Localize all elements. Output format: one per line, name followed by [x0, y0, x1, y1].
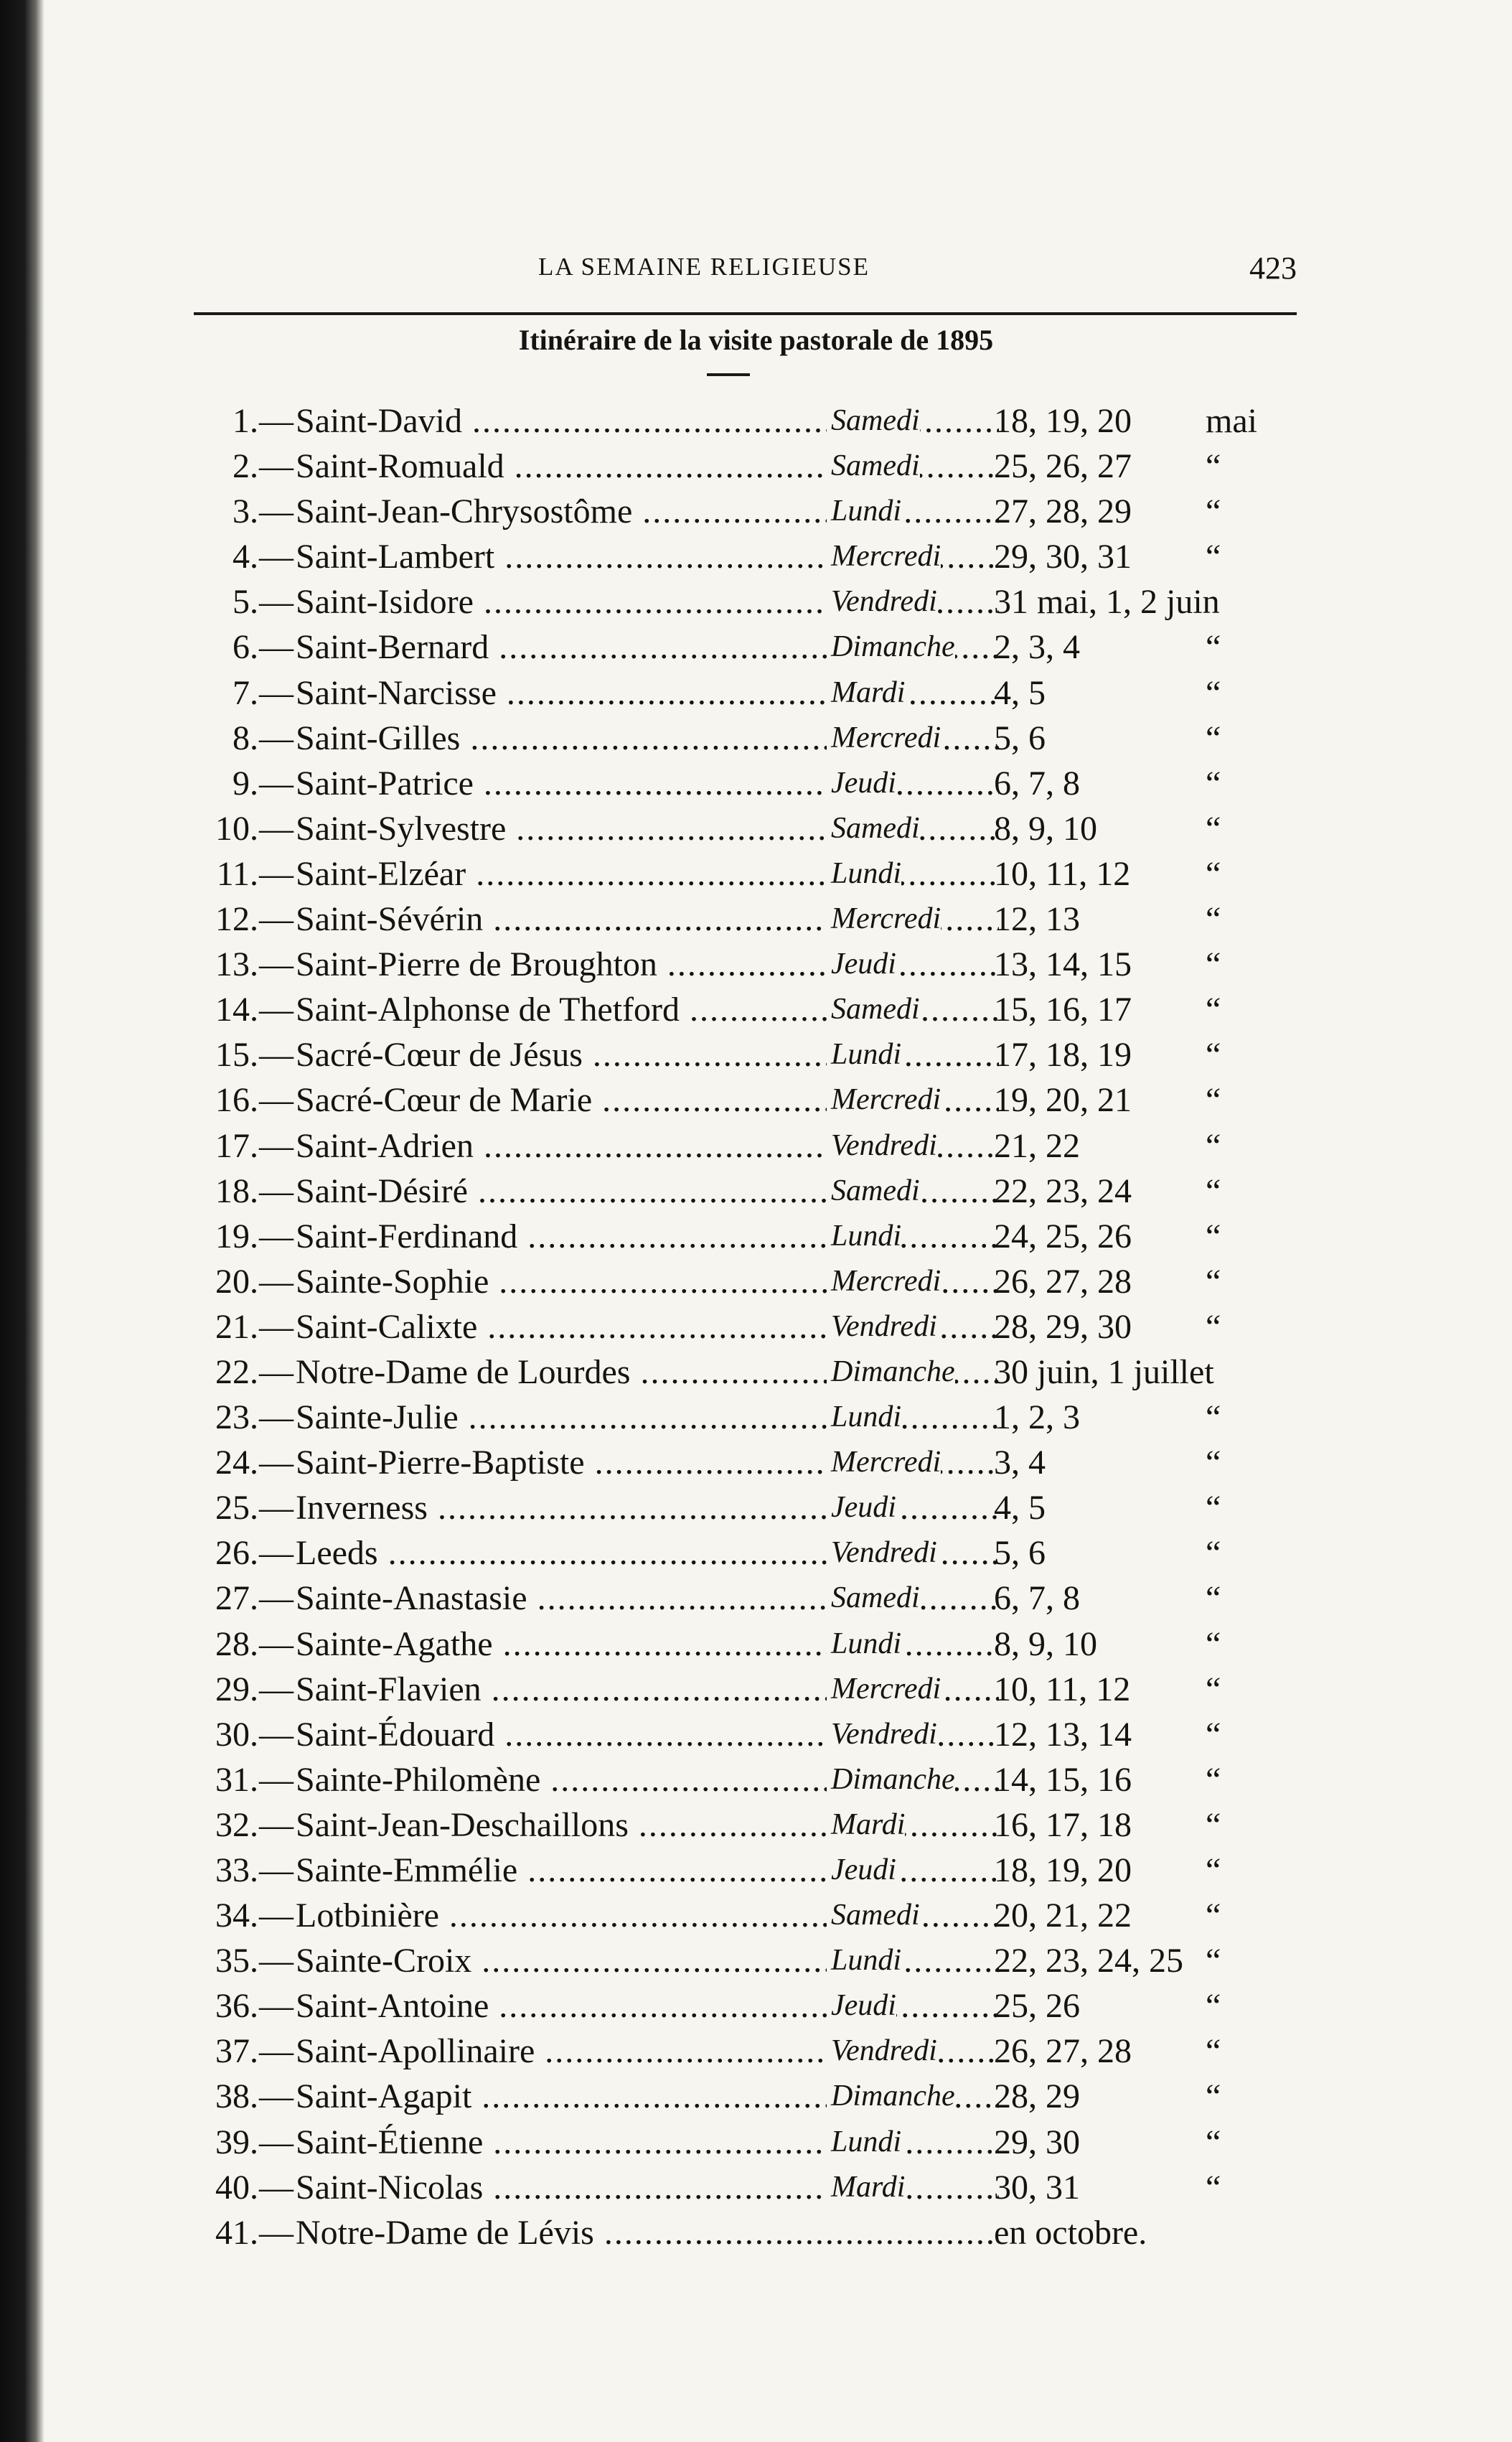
visit-dates: en octobre. [994, 2213, 1147, 2252]
parish-name: Leeds ..... [296, 1530, 999, 1576]
row-number: 38. [215, 2077, 258, 2116]
weekday: Mercredi [827, 897, 941, 942]
weekday: Jeudi [827, 1983, 896, 2029]
weekday: Mercredi [827, 534, 941, 579]
visit-dates: 18, 19, 20 [994, 1851, 1132, 1889]
itinerary-row [172, 398, 1292, 444]
weekday: Vendredi [827, 1712, 937, 1757]
row-dash: — [259, 1534, 294, 1573]
weekday: Lundi [827, 851, 901, 897]
month-ditto: “ [1206, 1444, 1221, 1482]
month-ditto: “ [1206, 1307, 1221, 1346]
row-number: 39. [215, 2123, 258, 2161]
weekday: Samedi [827, 1576, 920, 1621]
month-ditto: “ [1206, 1126, 1221, 1165]
itinerary-row [172, 851, 1292, 897]
itinerary-row [172, 1349, 1292, 1395]
month-ditto: “ [1206, 1534, 1221, 1573]
parish-name: Saint-Désiré ..... [296, 1169, 999, 1214]
row-number: 33. [215, 1851, 258, 1889]
itinerary-list [172, 398, 1292, 2255]
parish-name: Saint-Ferdinand ..... [296, 1214, 999, 1259]
itinerary-row [172, 1123, 1292, 1169]
parish-name: Saint-Jean-Chrysostôme ..... [296, 489, 999, 534]
itinerary-row [172, 942, 1292, 987]
parish-name: Saint-Apollinaire ..... [296, 2029, 999, 2074]
weekday: Samedi [827, 444, 920, 489]
weekday: Mardi [827, 1802, 905, 1848]
month-ditto: “ [1206, 809, 1221, 848]
parish-name: Sainte-Emmélie ..... [296, 1848, 999, 1893]
itinerary-row [172, 534, 1292, 579]
row-number: 1. [233, 402, 258, 440]
visit-dates: 29, 30 [994, 2123, 1080, 2161]
month-ditto: “ [1206, 1942, 1221, 1980]
visit-dates: 19, 20, 21 [994, 1081, 1132, 1120]
row-dash: — [259, 1262, 294, 1301]
row-number: 7. [233, 673, 258, 712]
row-number: 24. [215, 1444, 258, 1482]
itinerary-row [172, 489, 1292, 534]
row-dash: — [259, 1352, 294, 1391]
row-dash: — [259, 1942, 294, 1980]
parish-name: Notre-Dame de Lévis ..... [296, 2210, 999, 2255]
parish-name: Saint-Flavien ..... [296, 1667, 999, 1712]
itinerary-row [172, 1304, 1292, 1349]
itinerary-row [172, 444, 1292, 489]
visit-dates: 5, 6 [994, 1534, 1046, 1573]
parish-name: Saint-Jean-Deschaillons ..... [296, 1802, 999, 1848]
row-number: 23. [215, 1398, 258, 1437]
row-dash: — [259, 2168, 294, 2207]
title-dash [707, 373, 750, 376]
row-number: 3. [233, 492, 258, 531]
row-dash: — [259, 1715, 294, 1754]
row-dash: — [259, 1805, 294, 1844]
parish-name: Saint-Édouard ..... [296, 1712, 999, 1757]
month-ditto: “ [1206, 1398, 1221, 1437]
month-ditto: “ [1206, 1760, 1221, 1799]
row-number: 14. [215, 991, 258, 1029]
parish-name: Saint-Étienne ..... [296, 2120, 999, 2165]
parish-name: Lotbinière ..... [296, 1893, 999, 1938]
itinerary-row [172, 1259, 1292, 1304]
row-number: 30. [215, 1715, 258, 1754]
row-dash: — [259, 2077, 294, 2116]
visit-dates: 26, 27, 28 [994, 1262, 1132, 1301]
visit-dates: 16, 17, 18 [994, 1805, 1132, 1844]
row-number: 18. [215, 1171, 258, 1210]
weekday: Dimanche [827, 1757, 955, 1802]
parish-name: Sainte-Agathe ..... [296, 1622, 999, 1667]
parish-name: Saint-Sylvestre ..... [296, 806, 999, 851]
row-dash: — [259, 1444, 294, 1482]
itinerary-row [172, 1169, 1292, 1214]
month-ditto: “ [1206, 1262, 1221, 1301]
weekday: Samedi [827, 1893, 920, 1938]
row-number: 10. [215, 809, 258, 848]
weekday: Vendredi [827, 1123, 937, 1169]
weekday: Jeudi [827, 1848, 896, 1893]
visit-dates: 3, 4 [994, 1444, 1046, 1482]
visit-dates: 20, 21, 22 [994, 1896, 1132, 1935]
visit-dates: 6, 7, 8 [994, 764, 1080, 803]
row-dash: — [259, 854, 294, 893]
month-ditto: “ [1206, 1579, 1221, 1618]
visit-dates: 29, 30, 31 [994, 538, 1132, 576]
page-header [194, 244, 1297, 301]
itinerary-row [172, 2120, 1292, 2165]
itinerary-row [172, 1938, 1292, 1983]
row-number: 31. [215, 1760, 258, 1799]
row-number: 20. [215, 1262, 258, 1301]
itinerary-row [172, 1983, 1292, 2029]
weekday: Mercredi [827, 716, 941, 761]
parish-name: Sainte-Sophie ..... [296, 1259, 999, 1304]
month-ditto: “ [1206, 1670, 1221, 1708]
itinerary-row [172, 624, 1292, 670]
itinerary-row [172, 1214, 1292, 1259]
weekday: Jeudi [827, 942, 896, 987]
row-number: 21. [215, 1307, 258, 1346]
visit-dates: 6, 7, 8 [994, 1579, 1080, 1618]
itinerary-row [172, 1440, 1292, 1485]
row-number: 6. [233, 628, 258, 667]
visit-dates: 28, 29 [994, 2077, 1080, 2116]
itinerary-row [172, 897, 1292, 942]
row-dash: — [259, 1398, 294, 1437]
visit-dates: 25, 26 [994, 1987, 1080, 2026]
weekday: Dimanche [827, 1349, 955, 1395]
itinerary-row [172, 1485, 1292, 1530]
visit-dates: 31 mai, 1, 2 juin [994, 583, 1220, 622]
weekday: Lundi [827, 1938, 901, 1983]
itinerary-row [172, 1622, 1292, 1667]
month-ditto: “ [1206, 1851, 1221, 1889]
itinerary-row [172, 1848, 1292, 1893]
weekday: Lundi [827, 489, 901, 534]
parish-name: Sainte-Anastasie ..... [296, 1576, 999, 1621]
month-ditto: “ [1206, 1805, 1221, 1844]
visit-dates: 18, 19, 20 [994, 402, 1132, 440]
visit-dates: 24, 25, 26 [994, 1217, 1132, 1255]
weekday: Samedi [827, 987, 920, 1032]
itinerary-row [172, 579, 1292, 624]
row-number: 9. [233, 764, 258, 803]
itinerary-row [172, 987, 1292, 1032]
visit-dates: 25, 26, 27 [994, 447, 1132, 486]
row-dash: — [259, 945, 294, 984]
row-number: 32. [215, 1805, 258, 1844]
row-dash: — [259, 1760, 294, 1799]
weekday: Jeudi [827, 1485, 896, 1530]
parish-name: Saint-Adrien ..... [296, 1123, 999, 1169]
row-number: 8. [233, 719, 258, 757]
section-title: Itinéraire de la visite pastorale de 1895 [518, 324, 994, 356]
parish-name: Saint-Romuald ..... [296, 444, 999, 489]
itinerary-row [172, 806, 1292, 851]
row-number: 11. [216, 854, 258, 893]
parish-name: Sainte-Croix ..... [296, 1938, 999, 1983]
itinerary-row [172, 716, 1292, 761]
itinerary-row [172, 1077, 1292, 1123]
visit-dates: 4, 5 [994, 673, 1046, 712]
itinerary-row [172, 2210, 1292, 2255]
itinerary-row [172, 761, 1292, 806]
visit-dates: 8, 9, 10 [994, 809, 1097, 848]
row-dash: — [259, 809, 294, 848]
row-dash: — [259, 1171, 294, 1210]
itinerary-row [172, 670, 1292, 716]
parish-name: Saint-Isidore ..... [296, 579, 999, 624]
visit-dates: 30 juin, 1 juillet [994, 1352, 1214, 1391]
visit-dates: 5, 6 [994, 719, 1046, 757]
visit-dates: 27, 28, 29 [994, 492, 1132, 531]
visit-dates: 4, 5 [994, 1489, 1046, 1528]
month-ditto: “ [1206, 1896, 1221, 1935]
book-binding-edge [0, 0, 44, 2442]
parish-name: Saint-Nicolas ..... [296, 2165, 999, 2210]
row-dash: — [259, 1896, 294, 1935]
row-dash: — [259, 1579, 294, 1618]
weekday: Samedi [827, 398, 920, 444]
month-ditto: “ [1206, 628, 1221, 667]
weekday: Mercredi [827, 1077, 941, 1123]
row-dash: — [259, 447, 294, 486]
row-dash: — [259, 628, 294, 667]
visit-dates: 8, 9, 10 [994, 1624, 1097, 1663]
row-dash: — [259, 2213, 294, 2252]
visit-dates: 26, 27, 28 [994, 2032, 1132, 2071]
month-ditto: “ [1206, 945, 1221, 984]
header-rule [194, 312, 1297, 315]
month-ditto: “ [1206, 2123, 1221, 2161]
row-dash: — [259, 900, 294, 939]
month-ditto: “ [1206, 719, 1221, 757]
parish-name: Saint-Patrice ..... [296, 761, 999, 806]
weekday: Samedi [827, 806, 920, 851]
parish-name: Sainte-Philomène ..... [296, 1757, 999, 1802]
row-number: 25. [215, 1489, 258, 1528]
weekday: Vendredi [827, 579, 937, 624]
parish-name: Saint-Calixte ..... [296, 1304, 999, 1349]
weekday: Mercredi [827, 1440, 941, 1485]
parish-name: Sacré-Cœur de Jésus ..... [296, 1032, 999, 1077]
row-dash: — [259, 764, 294, 803]
visit-dates: 17, 18, 19 [994, 1036, 1132, 1075]
month-ditto: “ [1206, 492, 1221, 531]
parish-name: Saint-Pierre-Baptiste ..... [296, 1440, 999, 1485]
row-number: 15. [215, 1036, 258, 1075]
itinerary-row [172, 1395, 1292, 1440]
month-ditto: “ [1206, 764, 1221, 803]
month-ditto: “ [1206, 447, 1221, 486]
month-ditto: “ [1206, 1171, 1221, 1210]
parish-name: Saint-Alphonse de Thetford ..... [296, 987, 999, 1032]
row-number: 16. [215, 1081, 258, 1120]
month-ditto: “ [1206, 673, 1221, 712]
month-ditto: “ [1206, 900, 1221, 939]
row-dash: — [259, 583, 294, 622]
row-dash: — [259, 673, 294, 712]
weekday: Jeudi [827, 761, 896, 806]
itinerary-row [172, 2074, 1292, 2119]
month-ditto: “ [1206, 1987, 1221, 2026]
row-number: 26. [215, 1534, 258, 1573]
month-ditto: “ [1206, 1624, 1221, 1663]
parish-name: Saint-Lambert ..... [296, 534, 999, 579]
row-number: 36. [215, 1987, 258, 2026]
parish-name: Saint-Narcisse ..... [296, 670, 999, 716]
row-dash: — [259, 719, 294, 757]
weekday: Vendredi [827, 2029, 937, 2074]
row-number: 34. [215, 1896, 258, 1935]
month-ditto: “ [1206, 991, 1221, 1029]
weekday: Mardi [827, 2165, 905, 2210]
weekday: Samedi [827, 1169, 920, 1214]
visit-dates: 10, 11, 12 [994, 1670, 1131, 1708]
row-number: 27. [215, 1579, 258, 1618]
row-number: 28. [215, 1624, 258, 1663]
row-dash: — [259, 1036, 294, 1075]
itinerary-row [172, 1757, 1292, 1802]
parish-name: Saint-Gilles ..... [296, 716, 999, 761]
row-dash: — [259, 1081, 294, 1120]
row-dash: — [259, 991, 294, 1029]
row-number: 41. [215, 2213, 258, 2252]
parish-name: Sainte-Julie ..... [296, 1395, 999, 1440]
visit-dates: 10, 11, 12 [994, 854, 1131, 893]
itinerary-row [172, 2165, 1292, 2210]
running-title: LA SEMAINE RELIGIEUSE [538, 253, 870, 281]
itinerary-row [172, 1530, 1292, 1576]
weekday: Mardi [827, 670, 905, 716]
weekday: Vendredi [827, 1304, 937, 1349]
row-dash: — [259, 1126, 294, 1165]
row-dash: — [259, 1670, 294, 1708]
visit-dates: 12, 13, 14 [994, 1715, 1132, 1754]
parish-name: Saint-Antoine ..... [296, 1983, 999, 2029]
row-dash: — [259, 492, 294, 531]
row-number: 12. [215, 900, 258, 939]
weekday: Lundi [827, 1622, 901, 1667]
visit-dates: 21, 22 [994, 1126, 1080, 1165]
parish-name: Saint-Bernard ..... [296, 624, 999, 670]
month-ditto: “ [1206, 1489, 1221, 1528]
row-number: 37. [215, 2032, 258, 2071]
weekday: Mercredi [827, 1667, 941, 1712]
visit-dates: 2, 3, 4 [994, 628, 1080, 667]
row-number: 5. [233, 583, 258, 622]
visit-dates: 1, 2, 3 [994, 1398, 1080, 1437]
row-number: 13. [215, 945, 258, 984]
weekday: Dimanche [827, 624, 955, 670]
month-ditto: mai [1206, 402, 1257, 440]
itinerary-row [172, 1576, 1292, 1621]
row-dash: — [259, 538, 294, 576]
month-ditto: “ [1206, 2032, 1221, 2071]
visit-dates: 22, 23, 24, 25 [994, 1942, 1183, 1980]
itinerary-row [172, 1667, 1292, 1712]
parish-name: Saint-Elzéar ..... [296, 851, 999, 897]
row-dash: — [259, 1217, 294, 1255]
row-number: 17. [215, 1126, 258, 1165]
row-number: 22. [215, 1352, 258, 1391]
row-dash: — [259, 1851, 294, 1889]
visit-dates: 15, 16, 17 [994, 991, 1132, 1029]
itinerary-row [172, 1802, 1292, 1848]
month-ditto: “ [1206, 2168, 1221, 2207]
row-number: 2. [233, 447, 258, 486]
month-ditto: “ [1206, 854, 1221, 893]
row-dash: — [259, 1307, 294, 1346]
month-ditto: “ [1206, 538, 1221, 576]
visit-dates: 30, 31 [994, 2168, 1080, 2207]
weekday: Lundi [827, 1395, 901, 1440]
weekday: Dimanche [827, 2074, 955, 2119]
month-ditto: “ [1206, 1217, 1221, 1255]
visit-dates: 12, 13 [994, 900, 1080, 939]
parish-name: Sacré-Cœur de Marie ..... [296, 1077, 999, 1123]
row-number: 19. [215, 1217, 258, 1255]
visit-dates: 28, 29, 30 [994, 1307, 1132, 1346]
row-dash: — [259, 1987, 294, 2026]
row-dash: — [259, 402, 294, 440]
row-dash: — [259, 1624, 294, 1663]
visit-dates: 13, 14, 15 [994, 945, 1132, 984]
row-number: 40. [215, 2168, 258, 2207]
month-ditto: “ [1206, 2077, 1221, 2116]
row-dash: — [259, 2032, 294, 2071]
parish-name: Notre-Dame de Lourdes ..... [296, 1349, 999, 1395]
itinerary-row [172, 1893, 1292, 1938]
itinerary-row [172, 1032, 1292, 1077]
itinerary-row [172, 2029, 1292, 2074]
parish-name: Saint-David ..... [296, 398, 999, 444]
weekday: Mercredi [827, 1259, 941, 1304]
month-ditto: “ [1206, 1081, 1221, 1120]
parish-name: Saint-Pierre de Broughton ..... [296, 942, 999, 987]
row-number: 35. [215, 1942, 258, 1980]
row-number: 29. [215, 1670, 258, 1708]
weekday: Lundi [827, 1214, 901, 1259]
month-ditto: “ [1206, 1715, 1221, 1754]
parish-name: Saint-Agapit ..... [296, 2074, 999, 2119]
weekday: Vendredi [827, 1530, 937, 1576]
weekday: Lundi [827, 1032, 901, 1077]
row-number: 4. [233, 538, 258, 576]
weekday: Lundi [827, 2120, 901, 2165]
row-dash: — [259, 2123, 294, 2161]
page-number: 423 [1249, 251, 1297, 286]
visit-dates: 14, 15, 16 [994, 1760, 1132, 1799]
row-dash: — [259, 1489, 294, 1528]
parish-name: Saint-Sévérin ..... [296, 897, 999, 942]
itinerary-row [172, 1712, 1292, 1757]
visit-dates: 22, 23, 24 [994, 1171, 1132, 1210]
month-ditto: “ [1206, 1036, 1221, 1075]
parish-name: Inverness ..... [296, 1485, 999, 1530]
